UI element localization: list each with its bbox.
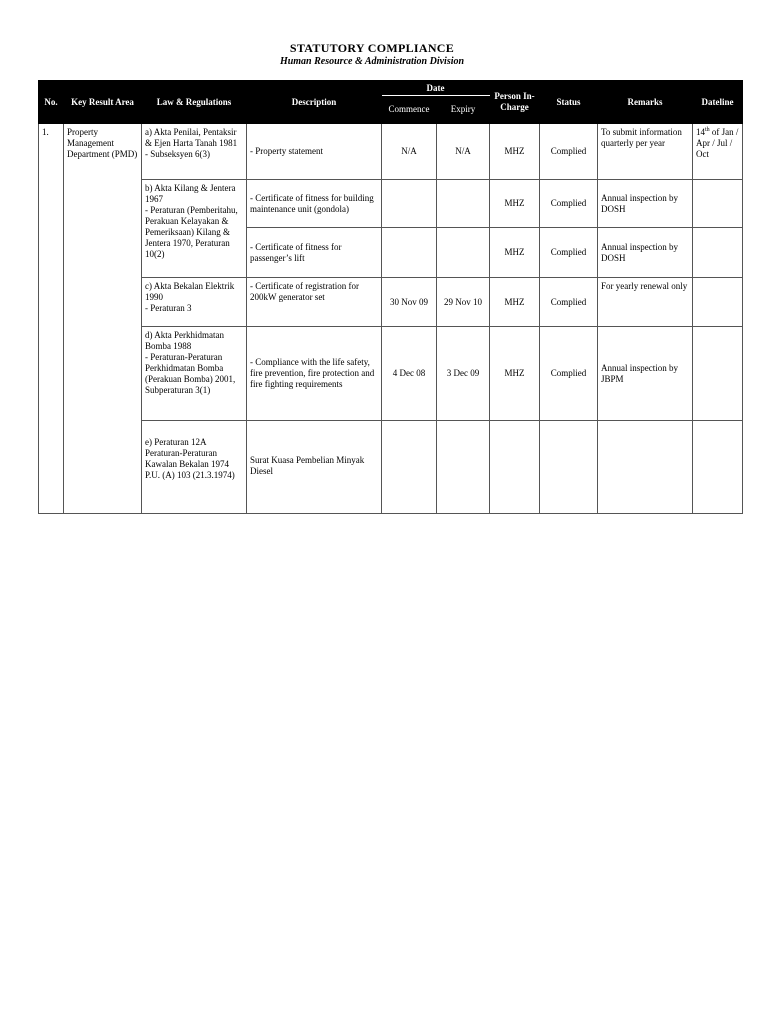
expiry-cell	[437, 180, 490, 228]
status-cell: Complied	[540, 124, 598, 180]
table-row	[39, 327, 743, 421]
dateline-cell	[693, 421, 743, 514]
commence-cell: 4 Dec 08	[382, 327, 437, 421]
expiry-cell: 29 Nov 10	[437, 278, 490, 327]
commence-cell: N/A	[382, 124, 437, 180]
dateline-cell	[693, 327, 743, 421]
law-cell: c) Akta Bekalan Elektrik 1990 - Peraturan 3	[142, 278, 247, 327]
commence-cell: 30 Nov 09	[382, 278, 437, 327]
commence-cell	[382, 180, 437, 228]
table-row	[39, 180, 743, 228]
expiry-cell	[437, 421, 490, 514]
expiry-cell: N/A	[437, 124, 490, 180]
remarks-cell	[598, 421, 693, 514]
status-cell: Complied	[540, 327, 598, 421]
remarks-cell: To submit information quarterly per year	[598, 124, 693, 180]
description-cell: - Certificate of fitness for building maintenance unit (gondola)	[247, 180, 382, 228]
person-cell: MHZ	[490, 124, 540, 180]
header-date: Date	[382, 81, 490, 96]
description-cell: - Compliance with the life safety, fire prevention, fire protection and fire fighting requirements	[247, 327, 382, 421]
header-commence: Commence	[382, 96, 437, 124]
expiry-cell	[437, 228, 490, 278]
description-cell: - Property statement	[247, 124, 382, 180]
person-cell	[490, 421, 540, 514]
commence-cell	[382, 421, 437, 514]
dateline-suffix: th	[705, 127, 710, 133]
law-cell: e) Peraturan 12A Peraturan-Peraturan Kawalan Bekalan 1974 P.U. (A) 103 (21.3.1974)	[142, 421, 247, 514]
status-cell: Complied	[540, 180, 598, 228]
dateline-cell	[693, 228, 743, 278]
table-row	[39, 421, 743, 514]
law-cell: a) Akta Penilai, Pentaksir & Ejen Harta Tanah 1981 - Subseksyen 6(3)	[142, 124, 247, 180]
description-cell: - Certificate of fitness for passenger’s lift	[247, 228, 382, 278]
header-description: Description	[247, 81, 382, 124]
remarks-cell: For yearly renewal only	[598, 278, 693, 327]
remarks-cell: Annual inspection by JBPM	[598, 327, 693, 421]
description-cell: - Certificate of registration for 200kW generator set	[247, 278, 382, 327]
person-cell: MHZ	[490, 327, 540, 421]
description-cell: Surat Kuasa Pembelian Minyak Diesel	[247, 421, 382, 514]
remarks-cell: Annual inspection by DOSH	[598, 180, 693, 228]
person-cell: MHZ	[490, 278, 540, 327]
expiry-cell: 3 Dec 09	[437, 327, 490, 421]
remarks-cell: Annual inspection by DOSH	[598, 228, 693, 278]
table-row	[39, 124, 743, 180]
table-row	[39, 278, 743, 327]
status-cell: Complied	[540, 228, 598, 278]
header-law-regulations: Law & Regulations	[142, 81, 247, 124]
header-no: No.	[39, 81, 64, 124]
header-person-in-charge: Person In-Charge	[490, 81, 540, 124]
header-key-result-area: Key Result Area	[64, 81, 142, 124]
person-cell: MHZ	[490, 228, 540, 278]
document-title: STATUTORY COMPLIANCE	[289, 41, 455, 55]
compliance-table	[38, 80, 743, 514]
row-number: 1.	[39, 124, 64, 514]
header-expiry: Expiry	[437, 96, 490, 124]
commence-cell	[382, 228, 437, 278]
law-cell: d) Akta Perkhidmatan Bomba 1988 - Peraturan-Peraturan Perkhidmatan Bomba (Perakuan Bomba) 2001, Subperaturan 3(1)	[142, 327, 247, 421]
law-cell: b) Akta Kilang & Jentera 1967 - Peraturan (Pemberitahu, Perakuan Kelayakan & Pemeriksaan) Kilang & Jentera 1970, Peraturan 10(2)	[142, 180, 247, 278]
dateline-cell	[693, 278, 743, 327]
dateline-months: of Jan / Apr / Jul / Oct	[696, 127, 739, 159]
key-result-area: Property Management Department (PMD)	[64, 124, 142, 514]
dateline-day: 14	[696, 127, 705, 137]
header-dateline: Dateline	[693, 81, 743, 124]
status-cell	[540, 421, 598, 514]
status-cell: Complied	[540, 278, 598, 327]
dateline-cell	[693, 180, 743, 228]
document-subtitle: Human Resource & Administration Division	[279, 56, 465, 67]
header-status: Status	[540, 81, 598, 124]
header-remarks: Remarks	[598, 81, 693, 124]
dateline-cell	[693, 124, 743, 180]
table-header	[39, 81, 743, 124]
person-cell: MHZ	[490, 180, 540, 228]
